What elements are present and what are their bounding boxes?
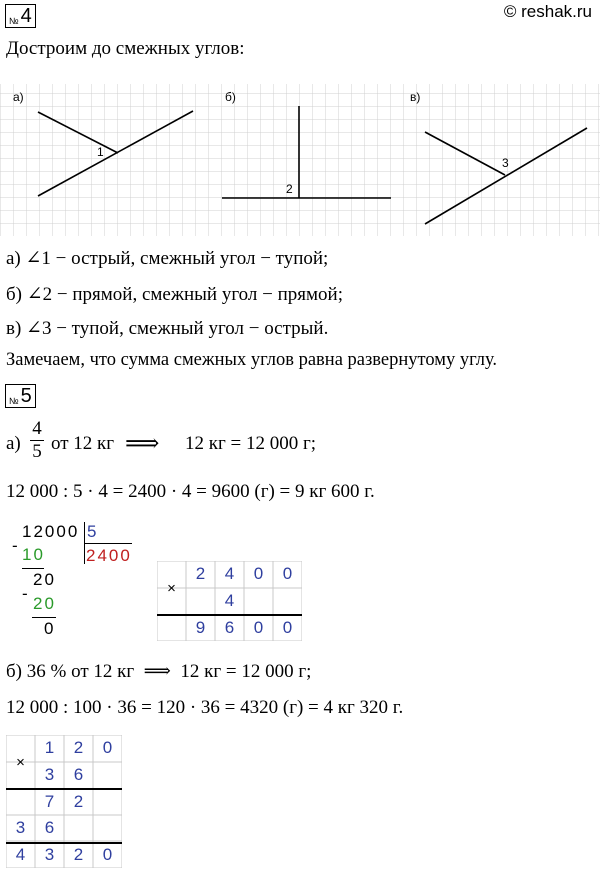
multiplication-b bbox=[6, 735, 122, 868]
step-1: 10 bbox=[22, 545, 45, 564]
mult-a-top-1: 4 bbox=[224, 564, 235, 583]
task-4-badge bbox=[5, 4, 36, 28]
divisor: 5 bbox=[87, 522, 99, 541]
mult-b-r2-0: 3 bbox=[44, 765, 55, 784]
mult-b-res-3: 0 bbox=[102, 845, 113, 864]
quotient: 2400 bbox=[86, 546, 132, 565]
figures-grid bbox=[0, 80, 600, 240]
mult-b-r2-1: 6 bbox=[73, 765, 84, 784]
task-5-badge bbox=[5, 384, 36, 408]
answer-b: б) ∠2 − прямой, смежный угол − прямой; bbox=[6, 284, 343, 305]
fraction-numerator: 4 bbox=[32, 418, 42, 439]
mult-b-res-1: 3 bbox=[44, 845, 55, 864]
angle-1-mark: 1 bbox=[97, 145, 104, 159]
number-sign: № bbox=[9, 16, 19, 26]
watermark: © reshak.ru bbox=[503, 2, 592, 21]
mult-sign: × bbox=[16, 753, 25, 771]
conclusion: Замечаем, что сумма смежных углов равна развернутому углу. bbox=[6, 350, 498, 370]
fraction bbox=[30, 418, 44, 463]
fig-v-label: в) bbox=[410, 90, 421, 104]
mult-b-r4-0: 3 bbox=[15, 818, 26, 837]
task-4-heading: Достроим до смежных углов: bbox=[6, 38, 245, 59]
step-2: 20 bbox=[33, 594, 56, 613]
angle-2-mark: 2 bbox=[286, 182, 293, 196]
minus-2: - bbox=[22, 584, 30, 603]
mult-a-top-3: 0 bbox=[282, 564, 293, 583]
minus-1: - bbox=[12, 536, 20, 555]
part-a-calc: 12 000 : 5 · 4 = 2400 · 4 = 9600 (г) = 9 кг 600 г. bbox=[6, 481, 375, 502]
fig-a-label: а) bbox=[13, 90, 24, 104]
part-a-text: от 12 кг bbox=[51, 433, 115, 454]
step-1-underline bbox=[22, 568, 44, 569]
part-a-label: а) bbox=[6, 433, 21, 454]
mult-a-res-0: 9 bbox=[195, 618, 206, 637]
answer-a: а) ∠1 − острый, смежный угол − тупой; bbox=[6, 248, 329, 269]
implies-arrow: ⟹ bbox=[125, 431, 160, 457]
mult-a-res-2: 0 bbox=[253, 618, 264, 637]
remainder-2: 0 bbox=[44, 619, 56, 638]
mult-a-res-3: 0 bbox=[282, 618, 293, 637]
mult-b-r1-0: 1 bbox=[44, 738, 55, 757]
task-number: 4 bbox=[20, 5, 32, 27]
number-sign: № bbox=[9, 396, 19, 406]
answer-v: в) ∠3 − тупой, смежный угол − острый. bbox=[6, 318, 329, 339]
mult-a-res-1: 6 bbox=[224, 618, 235, 637]
mult-sign: × bbox=[167, 579, 176, 597]
mult-b-r4-1: 6 bbox=[44, 818, 55, 837]
dividend: 12000 bbox=[22, 522, 80, 541]
mult-a-multiplier: 4 bbox=[224, 591, 235, 610]
part-a-result: 12 кг = 12 000 г; bbox=[185, 433, 317, 454]
fraction-denominator: 5 bbox=[32, 441, 42, 462]
mult-b-r3-1: 2 bbox=[73, 792, 84, 811]
mult-b-res-0: 4 bbox=[15, 845, 26, 864]
multiplication-a bbox=[157, 561, 302, 641]
mult-b-r1-2: 0 bbox=[102, 738, 113, 757]
mult-b-r3-0: 7 bbox=[44, 792, 55, 811]
part-b-calc: 12 000 : 100 · 36 = 120 · 36 = 4320 (г) = 4 кг 320 г. bbox=[6, 697, 404, 718]
mult-a-top-0: 2 bbox=[195, 564, 206, 583]
angle-3-mark: 3 bbox=[502, 156, 509, 170]
mult-b-res-2: 2 bbox=[73, 845, 84, 864]
mult-a-top-2: 0 bbox=[253, 564, 264, 583]
mult-b-r1-1: 2 bbox=[73, 738, 84, 757]
fig-b-label: б) bbox=[225, 90, 236, 104]
step-2-underline bbox=[32, 617, 56, 618]
division-horizontal-bar bbox=[84, 543, 132, 544]
task-number: 5 bbox=[20, 385, 32, 407]
part-b-line: б) 36 % от 12 кг ⟹ 12 кг = 12 000 г; bbox=[6, 661, 312, 682]
remainder-1: 20 bbox=[33, 570, 56, 589]
